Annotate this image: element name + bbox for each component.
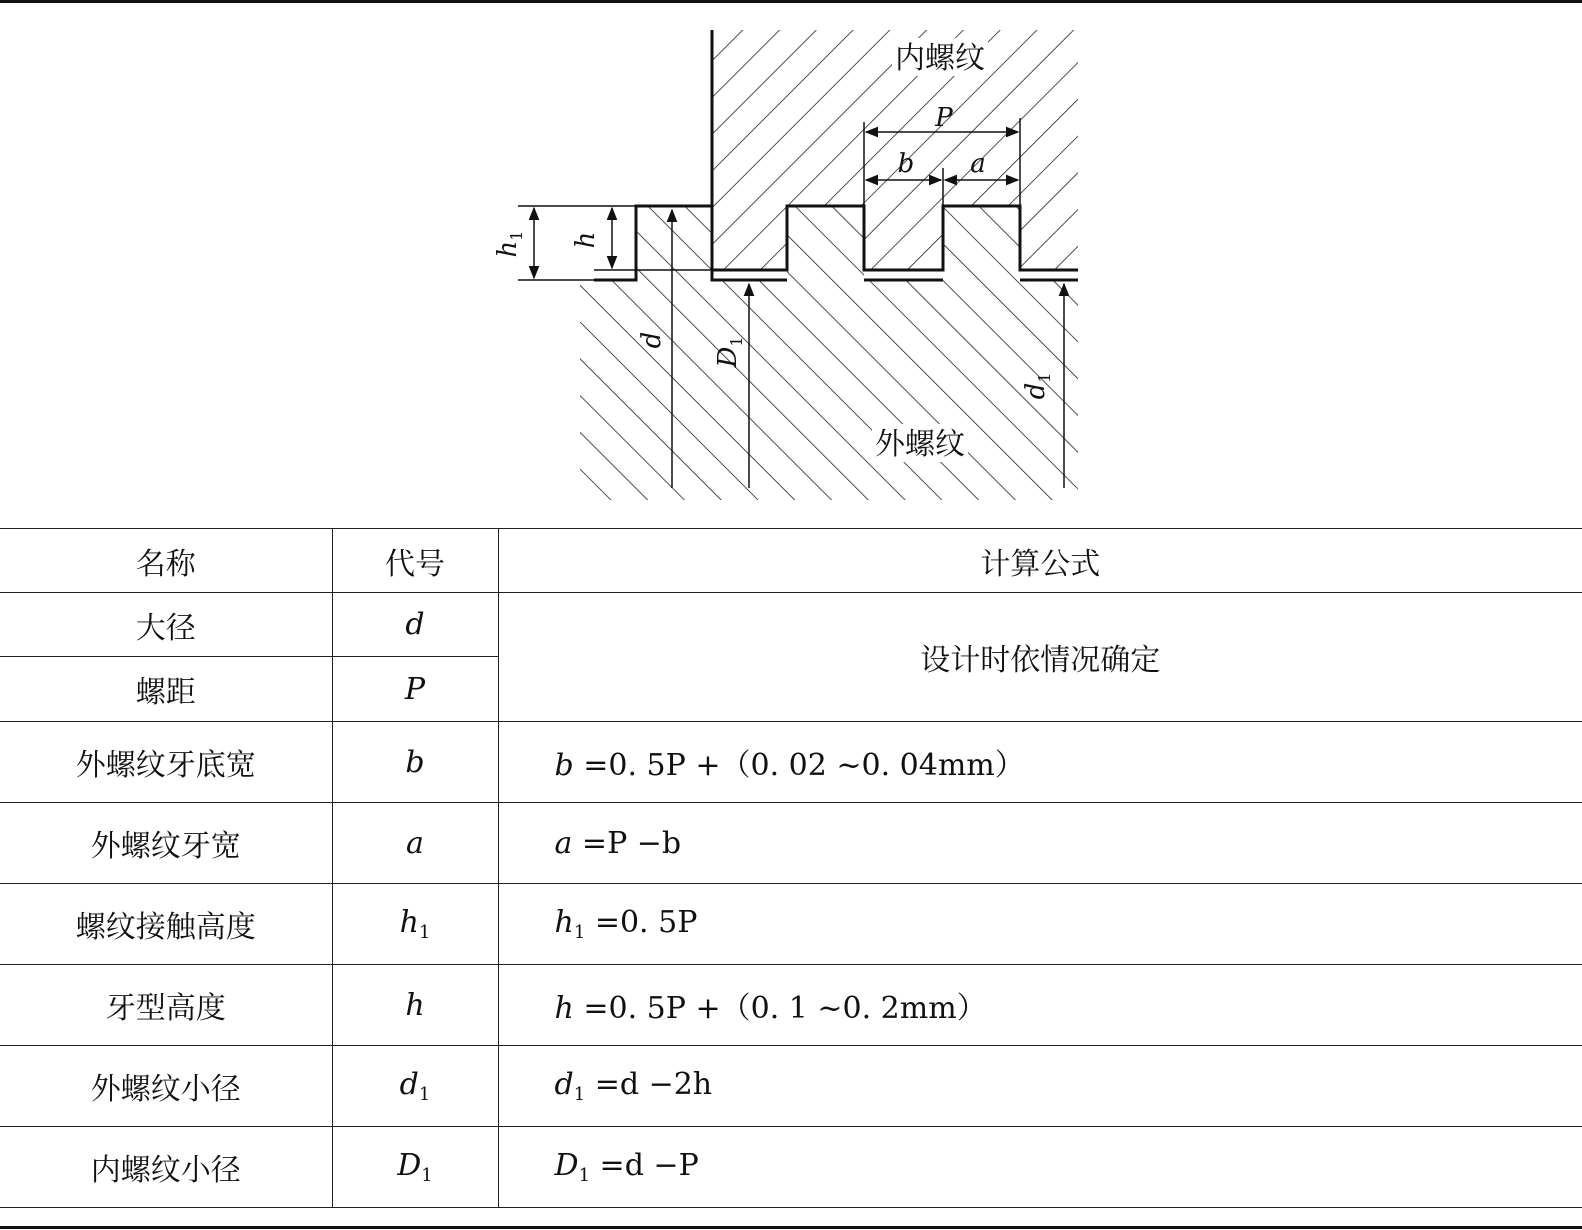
table-row (0, 1046, 1582, 1127)
row-symbol: $h_1$ (332, 884, 498, 965)
dim-a-label: a (970, 149, 986, 179)
dim-P-label: P (935, 103, 953, 133)
table-row (0, 965, 1582, 1046)
row-name: 大径 (0, 593, 332, 657)
row-name: 外螺纹牙底宽 (0, 722, 332, 803)
row-symbol: P (332, 657, 498, 722)
row-symbol: $d_1$ (332, 1046, 498, 1127)
row-name: 外螺纹小径 (0, 1046, 332, 1127)
row-name: 内螺纹小径 (0, 1127, 332, 1208)
row-symbol: d (332, 593, 498, 657)
header-symbol: 代号 (332, 529, 498, 593)
row-name: 螺距 (0, 657, 332, 722)
table-row (0, 722, 1582, 803)
header-formula: 计算公式 (498, 529, 1582, 593)
bottom-rule (0, 1226, 1582, 1229)
merged-formula-cell: 设计时依情况确定 (498, 593, 1582, 722)
row-formula: h =0. 5P +（0. 1 ~0. 2mm） (498, 965, 1582, 1046)
row-formula: b =0. 5P +（0. 02 ~0. 04mm） (498, 722, 1582, 803)
row-symbol: h (332, 965, 498, 1046)
header-name: 名称 (0, 529, 332, 593)
external-thread-body (580, 206, 1078, 500)
table-row (0, 1127, 1582, 1208)
row-name: 牙型高度 (0, 965, 332, 1046)
row-formula: $d_1 =d -2h$ (498, 1046, 1582, 1127)
row-formula: $D_1 =d -P$ (498, 1127, 1582, 1208)
dim-D1-label: $D_1$ (713, 336, 746, 368)
row-symbol: b (332, 722, 498, 803)
dim-h-label: h (571, 231, 601, 249)
row-symbol: a (332, 803, 498, 884)
table-row (0, 884, 1582, 965)
dim-d-label: d (637, 331, 667, 349)
thread-spec-table (0, 528, 1582, 1208)
row-name: 外螺纹牙宽 (0, 803, 332, 884)
thread-profile-diagram (0, 0, 1582, 520)
label-internal-thread: 内螺纹 (895, 41, 985, 76)
table-row (0, 593, 1582, 657)
row-name: 螺纹接触高度 (0, 884, 332, 965)
row-symbol: $D_1$ (332, 1127, 498, 1208)
dim-b-label: b (897, 149, 915, 179)
dim-d1-label: $d_1$ (1021, 372, 1054, 400)
row-formula: $h_1 =0$. 5P (498, 884, 1582, 965)
label-external-thread: 外螺纹 (875, 427, 965, 462)
table-header-row (0, 529, 1582, 593)
table-row (0, 803, 1582, 884)
dim-h1-label: $h_1$ (493, 230, 526, 258)
row-formula: a =P −b (498, 803, 1582, 884)
